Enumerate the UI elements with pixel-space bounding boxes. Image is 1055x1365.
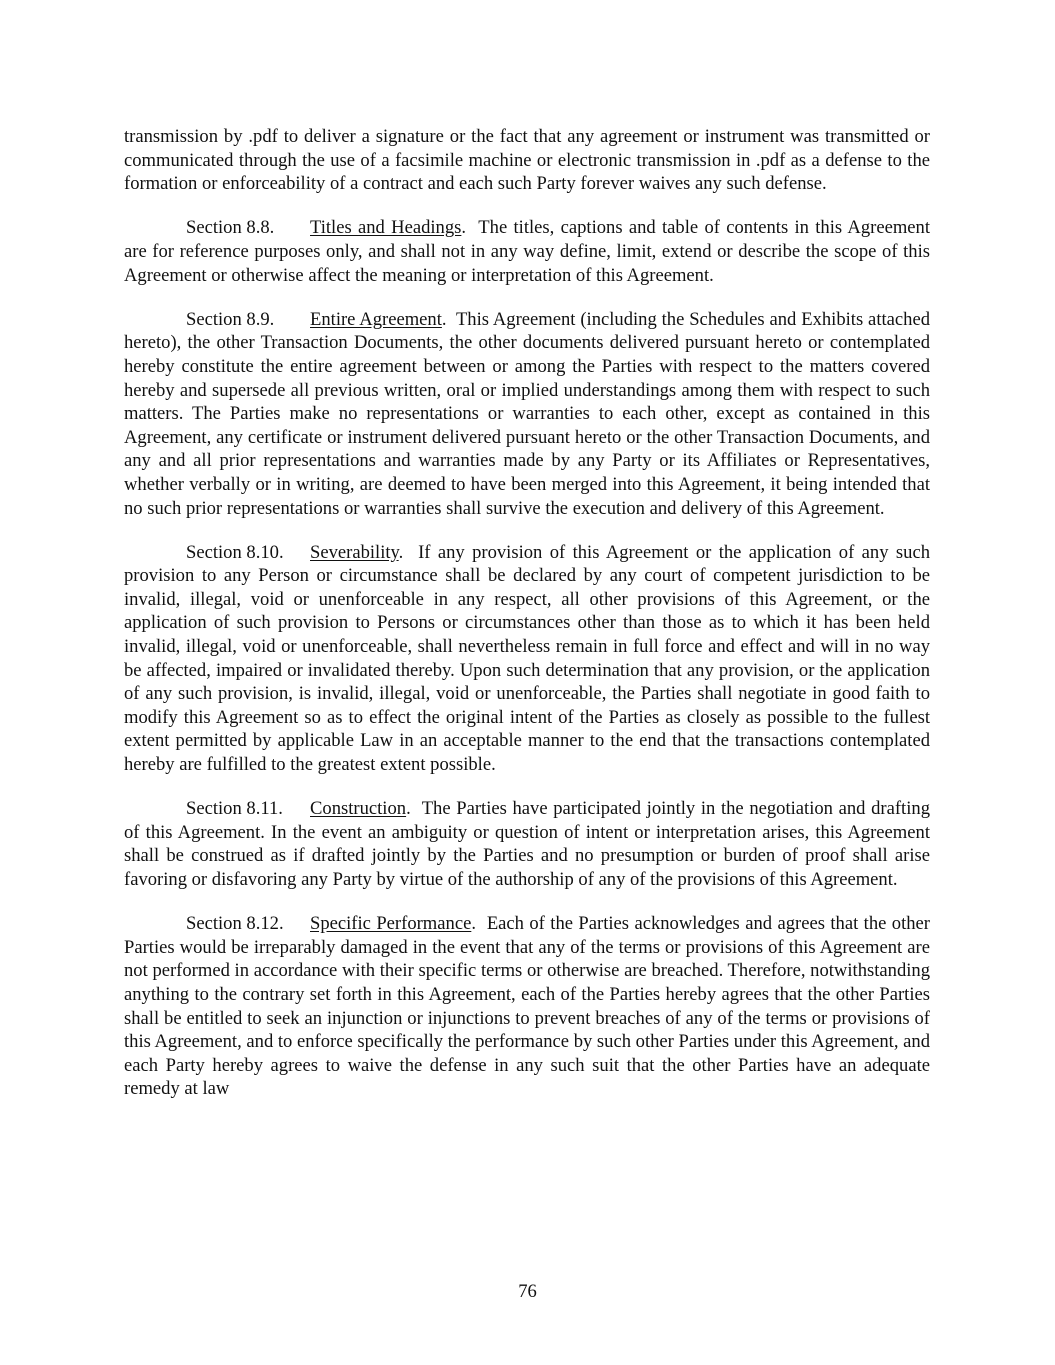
section-number: Section 8.8. — [186, 217, 275, 239]
document-page — [124, 125, 930, 1122]
section-number: Section 8.12. — [186, 913, 284, 935]
section-number: Section 8.11. — [186, 798, 283, 820]
section-title: Entire Agreement — [310, 308, 442, 330]
section-number: Section 8.10. — [186, 541, 284, 563]
section-body: Each of the Parties acknowledges and agrees that the other Parties would be irreparably damaged in the event that any of the terms or provisions of this Agreement are not performed in accordance with their specific terms or otherwise are breached. Therefore, notwithstanding anything to the contrary set forth in this Agreement, each of the Parties hereby agrees that the other Parties shall be entitled to seek an injunction or injunctions to prevent breaches of any of the terms or provisions of this Agreement, and to enforce specifically the performance by such other Parties under this Agreement, and each Party hereby agrees to waive the defense in any such suit that the other Parties have an adequate remedy at law — [124, 913, 930, 1100]
section-body: The titles, captions and table of contents in this Agreement are for reference purposes only, and shall not in any way define, limit, extend or describe the scope of this Agreement or otherwise affect the meaning or interpretation of this Agreement. — [124, 217, 931, 286]
section-title: Construction — [310, 798, 407, 820]
section-8-8: Section 8.8. Titles and Headings. The titles, captions and table of contents in this Agreement are for reference purposes only, and shall not in any way define, limit, extend or describe the scope of this Agreement or otherwise affect the meaning or interpretation of this Agreement. — [124, 217, 931, 286]
section-body: This Agreement (including the Schedules and Exhibits attached hereto), the other Transaction Documents, the other documents delivered pursuant hereto or contemplated hereby constitute the entire agreement between or among the Parties with respect to the matters covered hereby and supersede all previous written, oral or implied understandings among them with respect to such matters. The Parties make no representations or warranties to each other, except as contained in this Agreement, any certificate or instrument delivered pursuant hereto or the other Transaction Documents, and any and all prior representations and warranties made by any Party or its Affiliates or Representatives, whether verbally or in writing, are deemed to have been merged into this Agreement, it being intended that no such prior representations or warranties shall survive the execution and delivery of this Agreement. — [124, 308, 930, 519]
section-title: Specific Performance — [310, 913, 472, 935]
section-number: Section 8.9. — [186, 308, 275, 330]
section-body: The Parties have participated jointly in the negotiation and drafting of this Agreement. In the event an ambiguity or question of intent or interpretation arises, this Agreement shall be construed as if drafted jointly by the Parties and no presumption or burden of proof shall arise favoring or disfavoring any Party by virtue of the authorship of any of the provisions of this Agreement. — [124, 798, 930, 890]
section-title: Severability — [310, 541, 399, 563]
section-title: Titles and Headings — [310, 217, 462, 239]
page-number: 76 — [518, 1281, 537, 1302]
section-8-11: Section 8.11. Construction. The Parties have participated jointly in the negotiation and drafting of this Agreement. In the event an ambiguity or question of intent or interpretation arises, this Agreement shall be construed as if drafted jointly by the Parties and no presumption or burden of proof shall arise favoring or disfavoring any Party by virtue of the authorship of any of the provisions of this Agreement. — [124, 798, 930, 890]
section-8-12: Section 8.12. Specific Performance. Each of the Parties acknowledges and agrees that the other Parties would be irreparably damaged in the event that any of the terms or provisions of this Agreement are not performed in accordance with their specific terms or otherwise are breached. Therefore, notwithstanding anything to the contrary set forth in this Agreement, each of the Parties hereby agrees that the other Parties shall be entitled to seek an injunction or injunctions to prevent breaches of any of the terms or provisions of this Agreement, and to enforce specifically the performance by such other Parties under this Agreement, and each Party hereby agrees to waive the defense in any such suit that the other Parties have an adequate remedy at law — [124, 913, 930, 1100]
intro-paragraph: transmission by .pdf to deliver a signature or the fact that any agreement or instrument was transmitted or communicated through the use of a facsimile machine or electronic transmission in .pdf as a defense to the formation or enforceability of a contract and each such Party forever waives any such defense. — [124, 126, 930, 195]
section-8-10: Section 8.10. Severability. If any provision of this Agreement or the application of any such provision to any Person or circumstance shall be declared by any court of competent jurisdiction to be invalid, illegal, void or unenforceable in any respect, all other provisions of this Agreement, or the application of such provision to Persons or circumstances other than those as to which it has been held invalid, illegal, void or unenforceable, shall nevertheless remain in full force and effect and will in no way be affected, impaired or invalidated thereby. Upon such determination that any provision, or the application of any such provision, is invalid, illegal, void or unenforceable, the Parties shall negotiate in good faith to modify this Agreement so as to effect the original intent of the Parties as closely as possible to the fullest extent permitted by applicable Law in an acceptable manner to the end that the transactions contemplated hereby are fulfilled to the greatest extent possible. — [124, 541, 930, 776]
section-body: If any provision of this Agreement or the application of any such provision to any Person or circumstance shall be declared by any court of competent jurisdiction to be invalid, illegal, void or unenforceable in any respect, all other provisions of this Agreement, or the application of such provision to Persons or circumstances other than those as to which it has been held invalid, illegal, void or unenforceable, shall nevertheless remain in full force and effect and will in no way be affected, impaired or invalidated thereby. Upon such determination that any provision, or the application of any such provision, is invalid, illegal, void or unenforceable, the Parties shall negotiate in good faith to modify this Agreement so as to effect the original intent of the Parties as closely as possible to the fullest extent permitted by applicable Law in an acceptable manner to the end that the transactions contemplated hereby are fulfilled to the greatest extent possible. — [124, 541, 930, 776]
section-8-9: Section 8.9. Entire Agreement. This Agreement (including the Schedules and Exhibits attached hereto), the other Transaction Documents, the other documents delivered pursuant hereto or contemplated hereby constitute the entire agreement between or among the Parties with respect to the matters covered hereby and supersede all previous written, oral or implied understandings among them with respect to such matters. The Parties make no representations or warranties to each other, except as contained in this Agreement, any certificate or instrument delivered pursuant hereto or the other Transaction Documents, and any and all prior representations and warranties made by any Party or its Affiliates or Representatives, whether verbally or in writing, are deemed to have been merged into this Agreement, it being intended that no such prior representations or warranties shall survive the execution and delivery of this Agreement. — [124, 308, 930, 519]
